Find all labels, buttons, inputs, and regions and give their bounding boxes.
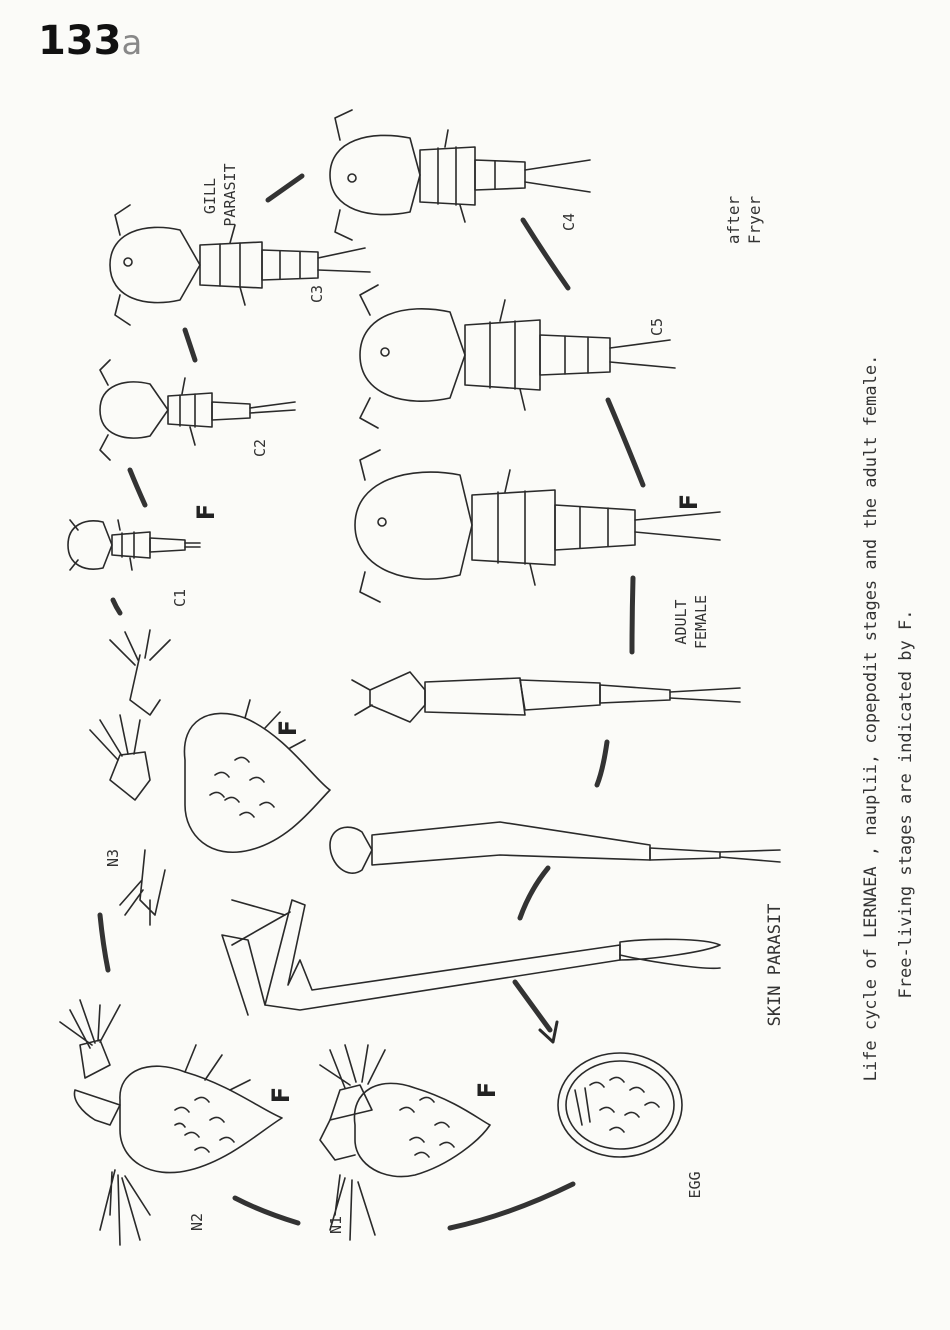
label-n1: N1 xyxy=(327,1215,345,1235)
c5-copepodid-figure xyxy=(360,285,675,428)
label-egg: EGG xyxy=(686,1171,704,1199)
credit-line-2: Fryer xyxy=(745,195,764,245)
label-c4: C4 xyxy=(560,212,578,232)
label-n2: N2 xyxy=(188,1212,206,1232)
caption-line-1: Life cycle of LERNAEA , nauplii, copepodit stages and the adult female. xyxy=(861,354,881,1082)
label-c2: C2 xyxy=(251,438,269,458)
label-c3: C3 xyxy=(308,284,326,304)
n3-nauplius-figure xyxy=(90,630,330,925)
label-c1: C1 xyxy=(171,588,189,608)
egg-figure xyxy=(558,1053,682,1157)
caption-line-2: Free-living stages are indicated by F. xyxy=(896,609,916,999)
skin-parasite-worm-figure xyxy=(330,822,780,873)
n1-nauplius-figure xyxy=(320,1045,490,1240)
credit-line-1: after xyxy=(724,195,743,245)
f-mark-n1: F xyxy=(473,1081,501,1099)
label-adult-female-2: FEMALE xyxy=(692,594,710,650)
f-mark-n2: F xyxy=(267,1086,295,1104)
n2-nauplius-figure xyxy=(60,1000,282,1245)
arrow-to-egg xyxy=(515,982,550,1030)
label-gill-parasite-1: GILL xyxy=(201,177,219,215)
f-mark-c1: F xyxy=(192,503,220,521)
label-adult-female-1: ADULT xyxy=(672,599,690,645)
label-gill-parasite-2: PARASIT xyxy=(221,163,239,227)
anchored-parasite-figure xyxy=(222,900,720,1015)
page-suffix: a xyxy=(121,23,143,63)
c4-copepodid-figure xyxy=(330,110,590,240)
c3-copepodid-figure xyxy=(110,205,370,325)
f-mark-n3: F xyxy=(274,719,302,737)
adult-female-figure xyxy=(355,450,720,602)
page-number: 133a xyxy=(38,18,143,64)
c1-copepodid-figure xyxy=(68,520,200,570)
label-n3: N3 xyxy=(104,848,122,868)
label-skin-parasite: SKIN PARASIT xyxy=(765,903,785,1027)
metamorphosing-female-figure xyxy=(352,672,740,722)
label-c5: C5 xyxy=(648,317,666,337)
f-mark-adult-female: F xyxy=(675,493,703,511)
